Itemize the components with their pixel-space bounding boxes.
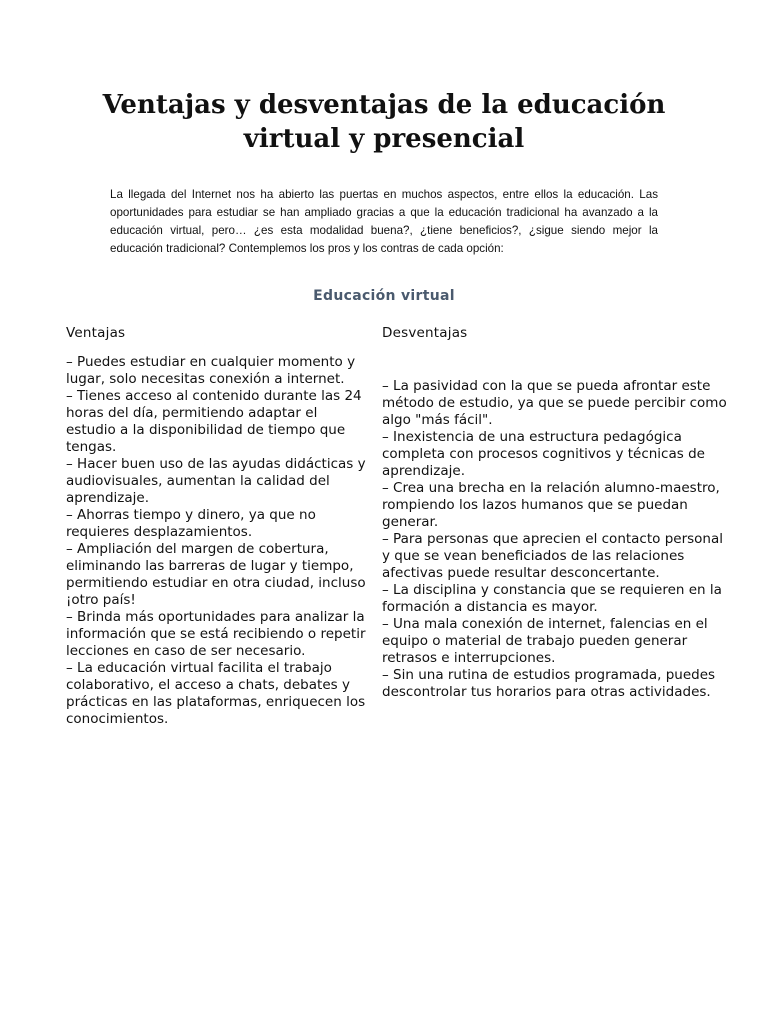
ventajas-heading: Ventajas <box>66 325 126 341</box>
list-item: – Sin una rutina de estudios programada, puedes descontrolar tus horarios para otras actividades. <box>382 667 716 700</box>
ventajas-column <box>66 322 366 728</box>
list-item: – Brinda más oportunidades para analizar la información que se está recibiendo o repetir lecciones en caso de ser necesario. <box>66 609 366 659</box>
list-item: – La educación virtual facilita el trabajo colaborativo, el acceso a chats, debates y prácticas en las plataformas, enriquecen los conocimientos. <box>66 660 366 727</box>
ventajas-list <box>66 354 366 728</box>
list-item: – Hacer buen uso de las ayudas didácticas y audiovisuales, aumentan la calidad del aprendizaje. <box>66 456 366 506</box>
section-title: Educación virtual <box>313 288 455 304</box>
page-title: Ventajas y desventajas de la educación virtual y presencial <box>102 90 666 154</box>
desventajas-list <box>382 378 732 701</box>
desventajas-column <box>382 322 732 701</box>
desventajas-heading: Desventajas <box>382 325 468 341</box>
list-item: – La pasividad con la que se pueda afrontar este método de estudio, ya que se puede percibir como algo "más fácil". <box>382 378 727 428</box>
list-item: – Crea una brecha en la relación alumno-maestro, rompiendo los lazos humanos que se puedan generar. <box>382 480 720 530</box>
list-item: – Ahorras tiempo y dinero, ya que no requieres desplazamientos. <box>66 507 316 540</box>
list-item: – Ampliación del margen de cobertura, eliminando las barreras de lugar y tiempo, permitiendo estudiar en otra ciudad, incluso ¡otro país! <box>66 541 366 608</box>
intro-paragraph: La llegada del Internet nos ha abierto las puertas en muchos aspectos, entre ellos la educación. Las oportunidades para estudiar se han ampliado gracias a que la educación tradicional ha avanzado a la educación virtual, pero… ¿es esta modalidad buena?, ¿tiene beneficios?, ¿sigue siendo mejor la educación tradicional? Contemplemos los pros y los contras de cada opción: <box>110 188 658 255</box>
list-item: – La disciplina y constancia que se requieren en la formación a distancia es mayor. <box>382 582 722 615</box>
list-item: – Para personas que aprecien el contacto personal y que se vean beneficiados de las relaciones afectivas puede resultar desconcertante. <box>382 531 724 581</box>
list-item: – Una mala conexión de internet, falencias en el equipo o material de trabajo pueden generar retrasos e interrupciones. <box>382 616 708 666</box>
list-item: – Inexistencia de una estructura pedagógica completa con procesos cognitivos y técnicas de aprendizaje. <box>382 429 705 479</box>
list-item: – Puedes estudiar en cualquier momento y lugar, solo necesitas conexión a internet. <box>66 354 356 387</box>
list-item: – Tienes acceso al contenido durante las 24 horas del día, permitiendo adaptar el estudio a la disponibilidad de tiempo que tengas. <box>66 388 362 455</box>
